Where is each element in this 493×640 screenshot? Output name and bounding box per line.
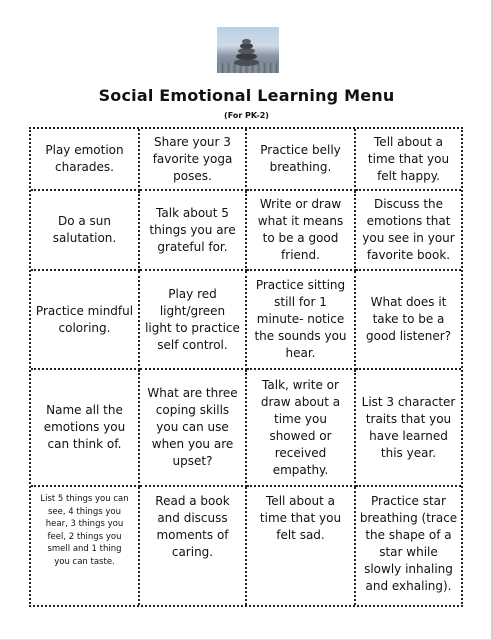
stone-icon (242, 39, 251, 44)
menu-cell: What does it take to be a good listener? (356, 271, 461, 370)
menu-cell: Play emotion charades. (31, 129, 140, 191)
page-subtitle: (For PK-2) (224, 111, 269, 120)
menu-cell: Talk about 5 things you are grateful for. (140, 191, 247, 271)
menu-cell: List 3 character traits that you have learned this year. (356, 370, 461, 487)
menu-cell: Do a sun salutation. (31, 191, 140, 271)
stacked-stones-photo (217, 27, 279, 73)
menu-cell: Practice mindful coloring. (31, 271, 140, 370)
menu-cell: Practice belly breathing. (247, 129, 356, 191)
menu-cell: Practice star breathing (trace the shape of a star while slowly inhaling and exhaling). (359, 494, 458, 593)
menu-cell: Read a book and discuss moments of caring. (140, 487, 247, 605)
menu-grid (29, 127, 463, 607)
stone-icon (234, 59, 259, 66)
menu-cell: List 5 things you can see, 4 things you hear, 3 things you feel, 2 things you smell and 1 thing you can taste. (31, 487, 140, 605)
menu-cell: What are three coping skills you can use when you are upset? (140, 370, 247, 487)
menu-cell: Discuss the emotions that you see in your favorite book. (356, 191, 461, 271)
menu-cell: Name all the emotions you can think of. (31, 370, 140, 487)
menu-cell: Play red light/green light to practice self control. (140, 271, 247, 370)
stone-icon (236, 53, 257, 60)
menu-cell: Talk, write or draw about a time you showed or received empathy. (247, 370, 356, 487)
menu-cell: Write or draw what it means to be a good friend. (247, 191, 356, 271)
menu-cell: Practice sitting still for 1 minute- notice the sounds you hear. (247, 271, 356, 370)
menu-cell: Share your 3 favorite yoga poses. (140, 129, 247, 191)
page-title: Social Emotional Learning Menu (98, 86, 395, 105)
menu-cell: Tell about a time that you felt happy. (356, 129, 461, 191)
menu-cell: Tell about a time that you felt sad. (247, 487, 356, 605)
